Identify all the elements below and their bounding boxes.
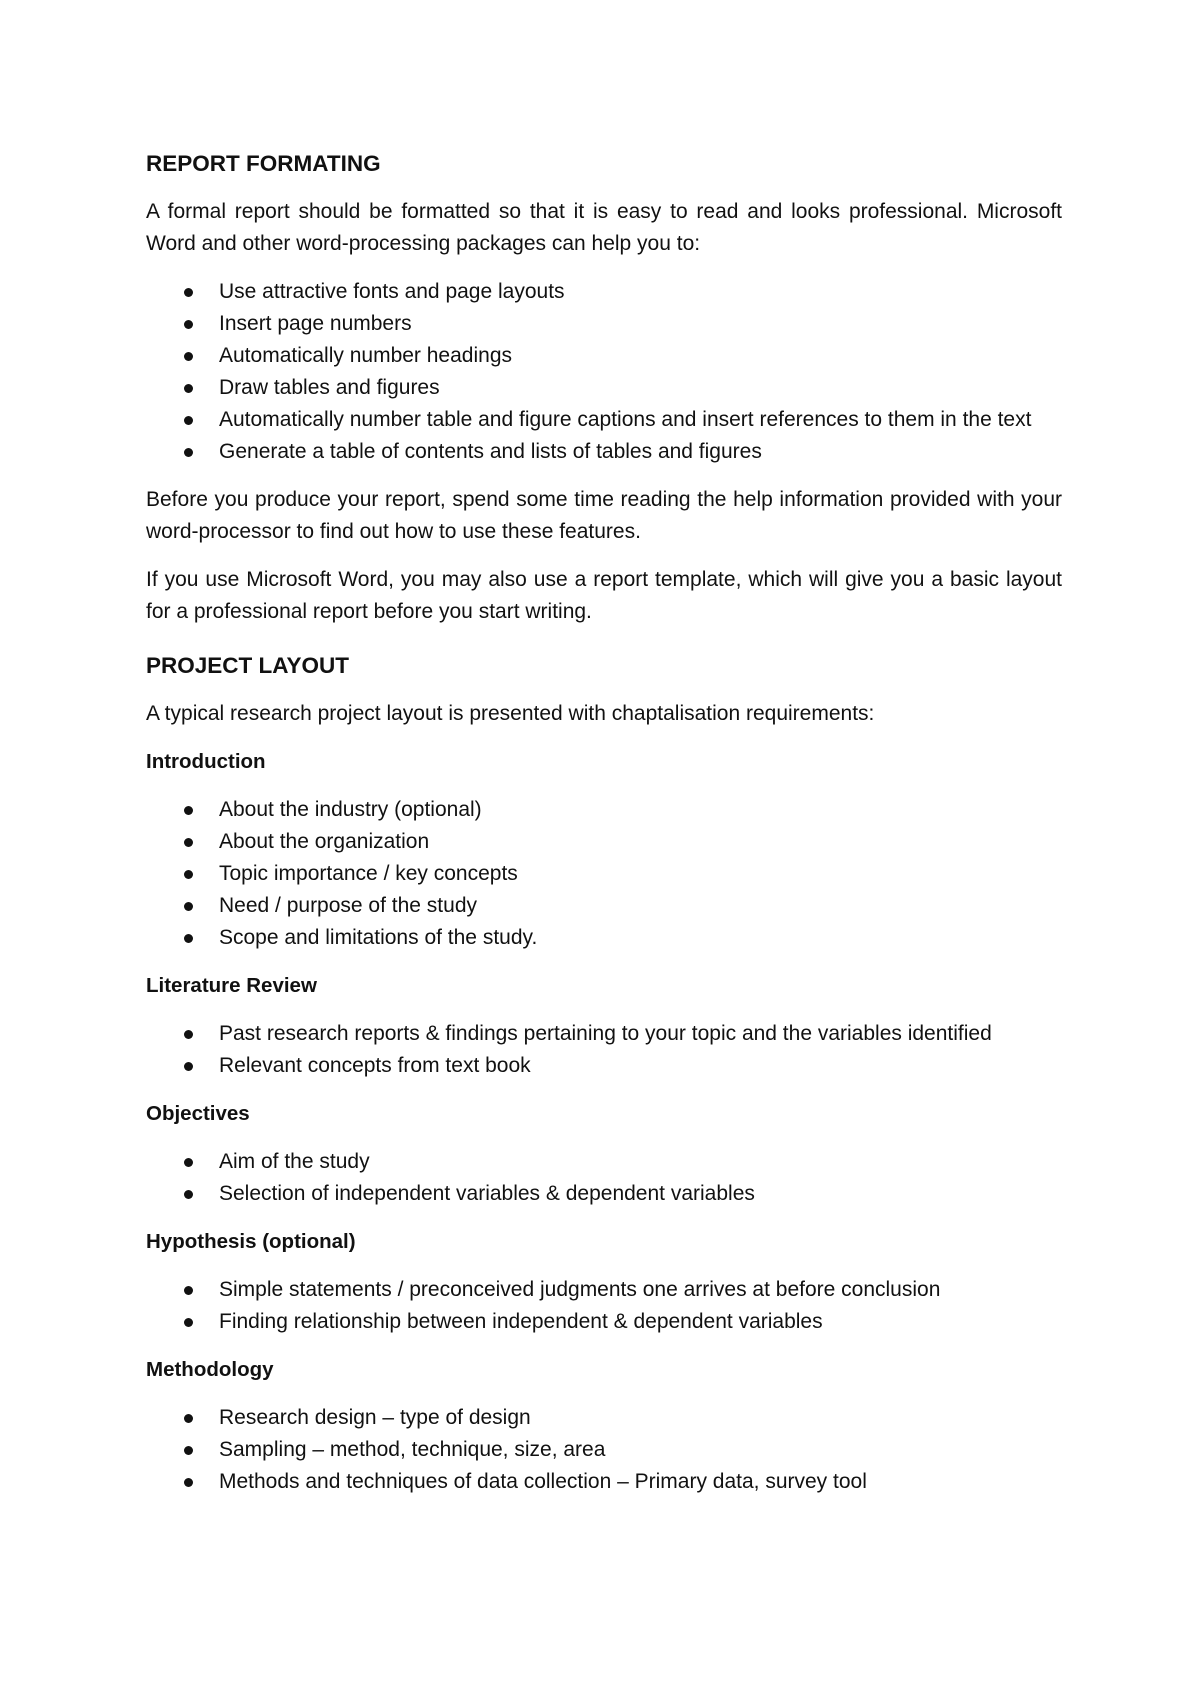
list-item-text: Research design – type of design: [219, 1406, 531, 1429]
list-item-text: Need / purpose of the study: [219, 894, 477, 917]
section-title-methodology: Methodology: [146, 1358, 274, 1381]
bullet-icon: [184, 352, 193, 361]
report-formatting-para-2: Before you produce your report, spend some time reading the help information provided with your word-processor to find out how to use these features.: [146, 488, 1062, 543]
list-item: [146, 340, 1062, 372]
list-item: [146, 372, 1062, 404]
list-item: [146, 794, 1062, 826]
list-item-text: Topic importance / key concepts: [219, 862, 518, 885]
section-title-literature-review: Literature Review: [146, 974, 317, 997]
section-title-objectives: Objectives: [146, 1102, 250, 1125]
list-item: [146, 1018, 1062, 1050]
list-item: [146, 1434, 1062, 1466]
bullet-icon: [184, 1446, 193, 1455]
report-formatting-para-3: If you use Microsoft Word, you may also use a report template, which will give you a basic layout for a professional report before you start writing.: [146, 568, 1062, 623]
literature-review-bullet-list: [146, 1018, 1062, 1082]
bullet-icon: [184, 1286, 193, 1295]
list-item-text: Insert page numbers: [219, 312, 412, 335]
bullet-icon: [184, 902, 193, 911]
list-item: [146, 890, 1062, 922]
bullet-icon: [184, 320, 193, 329]
objectives-bullet-list: [146, 1146, 1062, 1210]
list-item-text: Automatically number headings: [219, 344, 512, 367]
bullet-icon: [184, 1414, 193, 1423]
list-item: [146, 1306, 1062, 1338]
bullet-icon: [184, 934, 193, 943]
project-layout-heading: PROJECT LAYOUT: [146, 653, 349, 678]
list-item: [146, 858, 1062, 890]
section-title-hypothesis: Hypothesis (optional): [146, 1230, 356, 1253]
project-layout-intro: A typical research project layout is presented with chaptalisation requirements:: [146, 702, 875, 725]
list-item: [146, 308, 1062, 340]
list-item: [146, 922, 1062, 954]
methodology-bullet-list: [146, 1402, 1062, 1498]
bullet-icon: [184, 1190, 193, 1199]
list-item: [146, 826, 1062, 858]
bullet-icon: [184, 838, 193, 847]
list-item-text: Use attractive fonts and page layouts: [219, 280, 565, 303]
list-item-text: Aim of the study: [219, 1150, 370, 1173]
list-item-text: Selection of independent variables & dependent variables: [219, 1182, 755, 1205]
list-item-text: Past research reports & findings pertaining to your topic and the variables identified: [219, 1022, 992, 1045]
section-title-introduction: Introduction: [146, 750, 266, 773]
bullet-icon: [184, 384, 193, 393]
hypothesis-bullet-list: [146, 1274, 1062, 1338]
list-item: [146, 1274, 1062, 1306]
list-item-text: Scope and limitations of the study.: [219, 926, 538, 949]
list-item: [146, 1402, 1062, 1434]
list-item-text: Generate a table of contents and lists of tables and figures: [219, 440, 762, 463]
bullet-icon: [184, 448, 193, 457]
bullet-icon: [184, 1318, 193, 1327]
bullet-icon: [184, 1062, 193, 1071]
bullet-icon: [184, 416, 193, 425]
list-item-text: Simple statements / preconceived judgments one arrives at before conclusion: [219, 1278, 941, 1301]
list-item-text: Methods and techniques of data collection – Primary data, survey tool: [219, 1470, 867, 1493]
bullet-icon: [184, 1478, 193, 1487]
report-formatting-heading: REPORT FORMATING: [146, 151, 381, 176]
document-page: [146, 148, 1062, 1514]
report-formatting-bullet-list: [146, 276, 1062, 468]
bullet-icon: [184, 1030, 193, 1039]
report-formatting-intro: A formal report should be formatted so that it is easy to read and looks professional. Microsoft Word and other word-processing packages can help you to:: [146, 200, 1062, 255]
introduction-bullet-list: [146, 794, 1062, 954]
bullet-icon: [184, 288, 193, 297]
list-item: [146, 1146, 1062, 1178]
list-item: [146, 276, 1062, 308]
list-item-text: Relevant concepts from text book: [219, 1054, 531, 1077]
list-item-text: About the organization: [219, 830, 430, 853]
list-item-text: Sampling – method, technique, size, area: [219, 1438, 606, 1461]
list-item-text: Automatically number table and figure captions and insert references to them in the text: [219, 408, 1032, 431]
list-item: [146, 1178, 1062, 1210]
list-item: [146, 1466, 1062, 1498]
bullet-icon: [184, 1158, 193, 1167]
list-item: [146, 404, 1062, 436]
list-item-text: About the industry (optional): [219, 798, 482, 821]
list-item: [146, 1050, 1062, 1082]
list-item-text: Draw tables and figures: [219, 376, 440, 399]
list-item-text: Finding relationship between independent & dependent variables: [219, 1310, 823, 1333]
bullet-icon: [184, 806, 193, 815]
bullet-icon: [184, 870, 193, 879]
list-item: [146, 436, 1062, 468]
